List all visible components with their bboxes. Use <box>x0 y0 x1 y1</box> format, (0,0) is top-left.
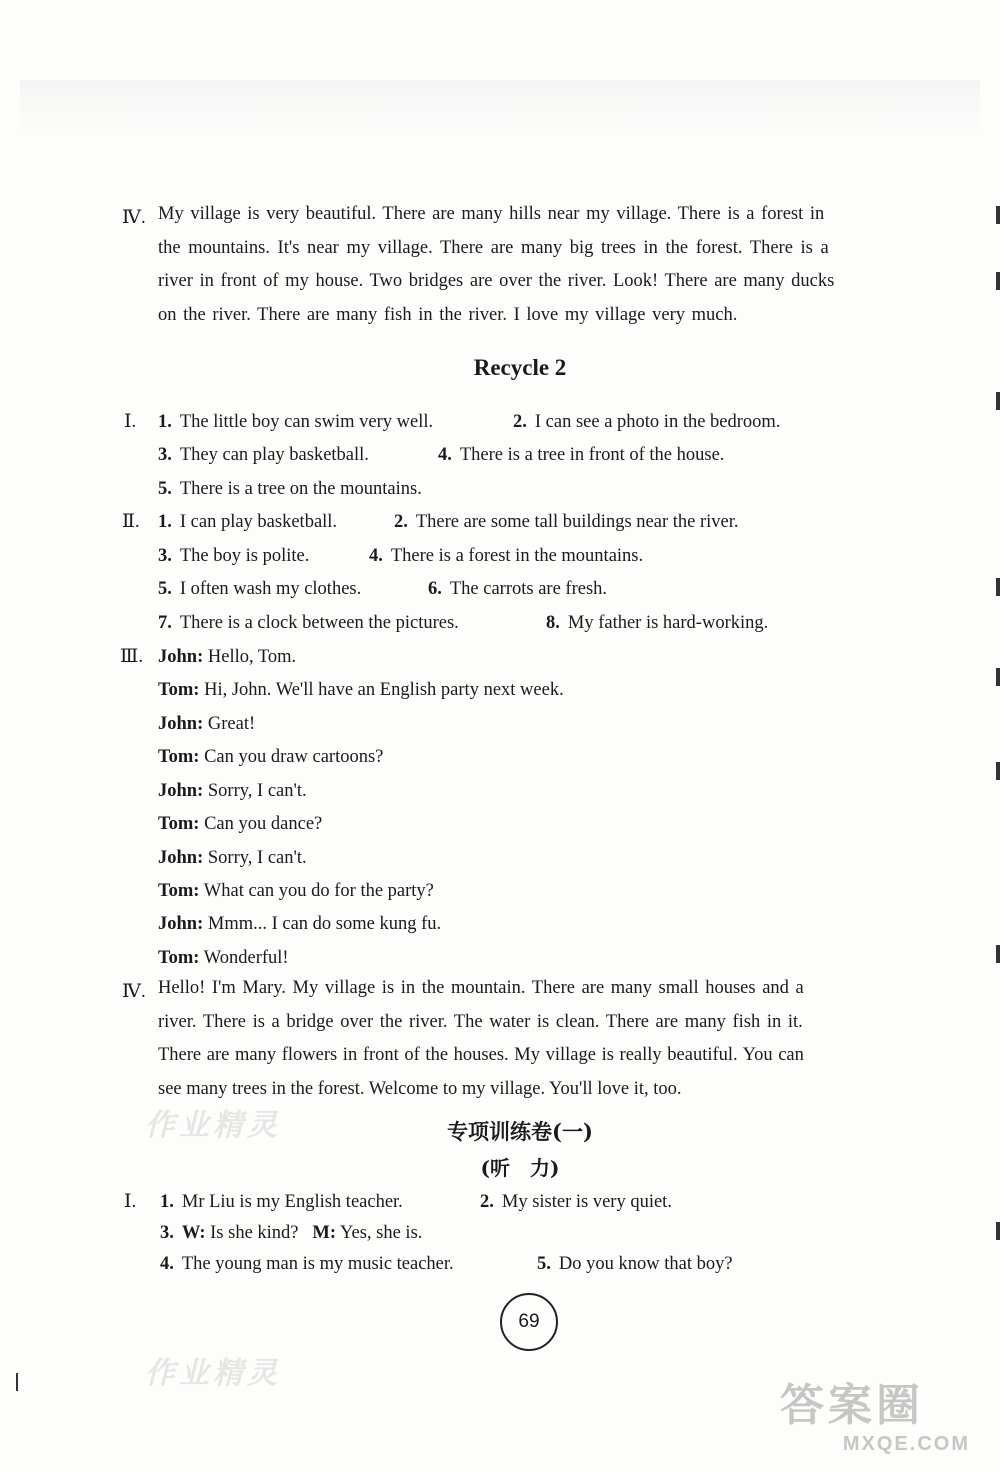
r2-s2-item-8: 8. My father is hard-working. <box>546 613 769 633</box>
recycle-2-title: Recycle 2 <box>473 355 567 380</box>
edge-mark <box>16 1373 18 1391</box>
dialogue-line: John: Great! <box>158 714 256 734</box>
logo-cn-text: 答案圈 <box>780 1380 924 1431</box>
logo-url-text: MXQE.COM <box>842 1433 970 1455</box>
dialogue-line: John: Sorry, I can't. <box>158 781 307 801</box>
paragraph-line: river. There is a bridge over the river. The water is clean. There are many fish in it. <box>158 1011 803 1032</box>
special-item-1: 1. Mr Liu is my English teacher. <box>160 1192 403 1212</box>
r2-section-ii-marker: Ⅱ. <box>122 511 140 532</box>
watermark-text: 作业精灵 <box>145 1356 281 1391</box>
r2-s2-item-4: 4. There is a forest in the mountains. <box>369 546 644 566</box>
r2-s2-item-1: 1. I can play basketball. <box>158 512 338 532</box>
paragraph-line: river in front of my house. Two bridges are over the river. Look! There are many ducks <box>158 271 835 291</box>
r2-s2-item-7: 7. There is a clock between the pictures. <box>158 613 459 633</box>
paragraph-line: on the river. There are many fish in the river. I love my village very much. <box>158 304 738 325</box>
r2-section-i-marker: Ⅰ. <box>124 411 137 432</box>
site-logo <box>780 1369 980 1455</box>
r2-s2-item-5: 5. I often wash my clothes. <box>158 579 362 599</box>
special-training-title: 专项训练卷(一) <box>447 1119 593 1144</box>
edge-mark <box>996 578 1000 596</box>
dialogue-line: Tom: Can you draw cartoons? <box>158 747 384 767</box>
edge-mark <box>996 762 1000 780</box>
page-number: 69 <box>500 1293 558 1351</box>
r2-s1-item-2: 2. I can see a photo in the bedroom. <box>513 412 781 432</box>
edge-mark <box>996 392 1000 410</box>
section-iv-top-paragraph <box>158 198 834 332</box>
paragraph-line: Hello! I'm Mary. My village is in the mountain. There are many small houses and a <box>158 978 804 998</box>
dialogue-line: John: Hello, Tom. <box>158 647 297 667</box>
special-item-3: 3. W: Is she kind? M: Yes, she is. <box>160 1223 423 1243</box>
dialogue-line: Tom: Wonderful! <box>158 948 289 968</box>
paragraph-line: the mountains. It's near my village. There are many big trees in the forest. There is a <box>158 237 829 258</box>
edge-mark <box>996 1222 1000 1240</box>
dialogue-line: Tom: Can you dance? <box>158 814 323 834</box>
watermark-text: 作业精灵 <box>145 1108 281 1143</box>
edge-mark <box>996 668 1000 686</box>
edge-mark <box>996 206 1000 224</box>
paragraph-line: There are many flowers in front of the houses. My village is really beautiful. You can <box>158 1045 804 1065</box>
r2-s1-item-5: 5. There is a tree on the mountains. <box>158 479 422 499</box>
r2-s1-item-1: 1. The little boy can swim very well. <box>158 412 434 432</box>
dialogue-line: John: Mmm... I can do some kung fu. <box>158 914 442 934</box>
r2-section-iv-paragraph <box>158 972 804 1106</box>
dialogue-line: Tom: What can you do for the party? <box>158 881 434 901</box>
edge-mark <box>996 945 1000 963</box>
special-item-5: 5. Do you know that boy? <box>537 1254 733 1274</box>
scan-shadow <box>20 80 980 140</box>
edge-mark <box>996 272 1000 290</box>
paragraph-line: see many trees in the forest. Welcome to my village. You'll love it, too. <box>158 1078 682 1099</box>
paragraph-line: My village is very beautiful. There are many hills near my village. There is a forest in <box>158 204 825 224</box>
special-section-i-marker: Ⅰ. <box>124 1191 137 1212</box>
dialogue-line: Tom: Hi, John. We'll have an English party next week. <box>158 680 564 700</box>
dialogue-line: John: Sorry, I can't. <box>158 848 307 868</box>
special-item-2: 2. My sister is very quiet. <box>480 1192 672 1212</box>
r2-s2-item-3: 3. The boy is polite. <box>158 546 310 566</box>
section-marker-iv-top: Ⅳ. <box>122 207 146 228</box>
r2-section-iv-marker: Ⅳ. <box>122 981 146 1002</box>
r2-s1-item-3: 3. They can play basketball. <box>158 445 369 465</box>
special-training-subtitle: (听 力) <box>480 1156 560 1180</box>
r2-s2-item-6: 6. The carrots are fresh. <box>428 579 608 599</box>
r2-section-iii-marker: Ⅲ. <box>120 646 144 667</box>
special-item-4: 4. The young man is my music teacher. <box>160 1254 454 1274</box>
r2-s2-item-2: 2. There are some tall buildings near the river. <box>394 512 739 532</box>
r2-s1-item-4: 4. There is a tree in front of the house. <box>438 445 725 465</box>
